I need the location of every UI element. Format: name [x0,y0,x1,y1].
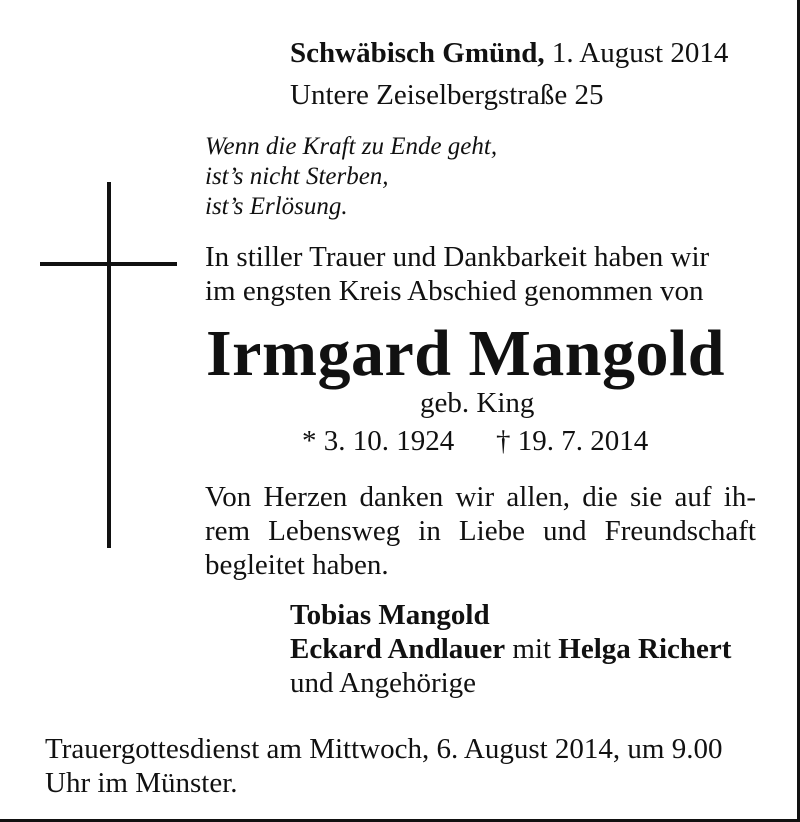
intro-line-1: In stiller Trauer und Dankbarkeit haben wir [205,241,710,273]
cross-icon [107,182,111,548]
service-line-1: Trauergottesdienst am Mittwoch, 6. August 2014, um 9.00 [45,733,723,765]
mourner-2-line [290,632,731,666]
birth-date: * 3. 10. 1924 [302,425,455,457]
mourner-connector: mit [512,633,552,665]
header-address: Untere Zeiselbergstraße 25 [290,79,604,111]
mourner-2b: Helga Richert [558,633,732,665]
mourner-1: Tobias Mangold [290,599,490,631]
death-date: † 19. 7. 2014 [496,425,649,457]
header-place: Schwäbisch Gmünd, [290,37,545,69]
mourners-others: und Angehörige [290,667,477,699]
birth-name: geb. King [420,387,535,419]
thanks-line-3: begleitet haben. [205,549,389,581]
cross-icon-bar [40,262,177,266]
header-place-date [290,36,728,70]
mourner-2a: Eckard Andlauer [290,633,506,665]
quote-line-3: ist’s Erlösung. [205,193,348,220]
header-date: 1. August 2014 [551,37,729,69]
thanks-line-2: rem Lebensweg in Liebe und Freundschaft [205,515,756,547]
thanks-line-1: Von Herzen danken wir allen, die sie auf ih- [205,481,756,513]
quote-line-1: Wenn die Kraft zu Ende geht, [205,133,498,160]
deceased-name: Irmgard Mangold [206,317,725,390]
service-line-2: Uhr im Münster. [45,767,238,799]
intro-line-2: im engsten Kreis Abschied genommen von [205,275,704,307]
quote-line-2: ist’s nicht Sterben, [205,163,389,190]
